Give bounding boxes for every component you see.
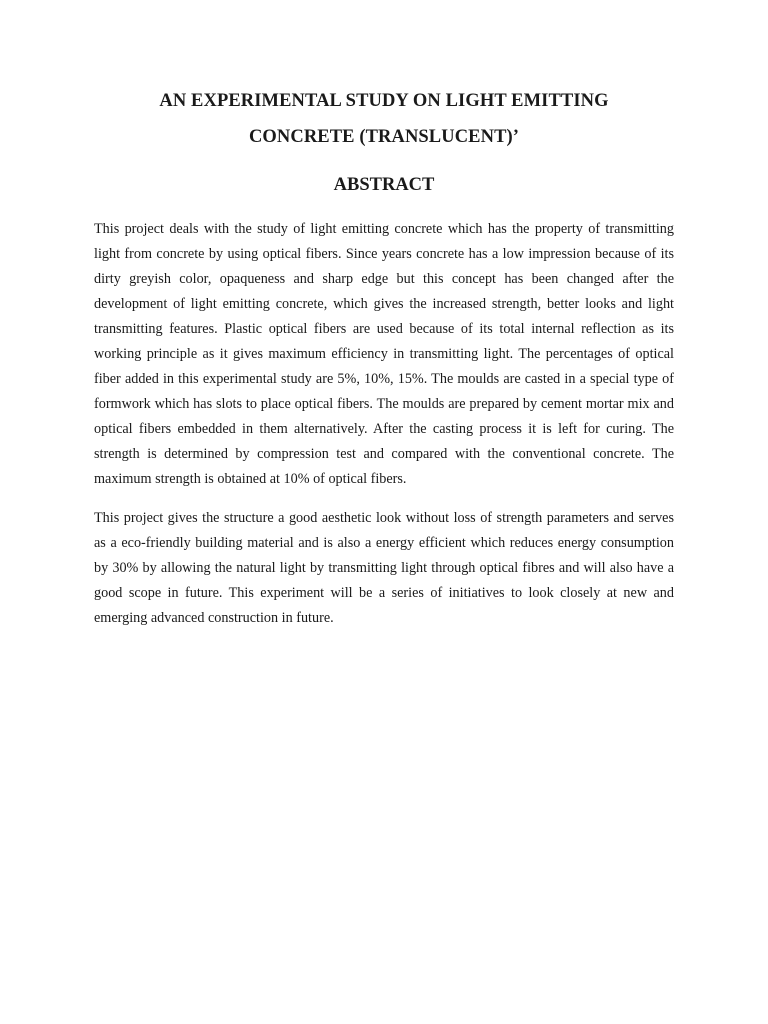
document-title-line-1: AN EXPERIMENTAL STUDY ON LIGHT EMITTING	[159, 91, 609, 111]
document-title-line-2: CONCRETE (TRANSLUCENT)’	[248, 127, 520, 147]
abstract-heading: ABSTRACT	[333, 175, 435, 195]
abstract-paragraph-2: This project gives the structure a good aesthetic look without loss of strength parameters and serves as a eco-friendly building material and is also a energy efficient which reduces energy consumption by 30% by allowing the natural light by transmitting light through optical fibres and will also have a good scope in future. This experiment will be a series of initiatives to look closely at new and emerging advanced construction in future.	[94, 510, 674, 626]
abstract-paragraph-1: This project deals with the study of light emitting concrete which has the property of transmitting light from concrete by using optical fibers. Since years concrete has a low impression because of its dirty greyish color, opaqueness and sharp edge but this concept has been changed after the development of light emitting concrete, which gives the increased strength, better looks and light transmitting features. Plastic optical fibers are used because of its total internal reflection as its working principle as it gives maximum efficiency in transmitting light. The percentages of optical fiber added in this experimental study are 5%, 10%, 15%. The moulds are casted in a special type of formwork which has slots to place optical fibers. The moulds are prepared by cement mortar mix and optical fibers embedded in them alternatively. After the casting process it is left for curing. The strength is determined by compression test and compared with the conventional concrete. The maximum strength is obtained at 10% of optical fibers.	[94, 221, 674, 487]
document-title	[94, 0, 674, 155]
